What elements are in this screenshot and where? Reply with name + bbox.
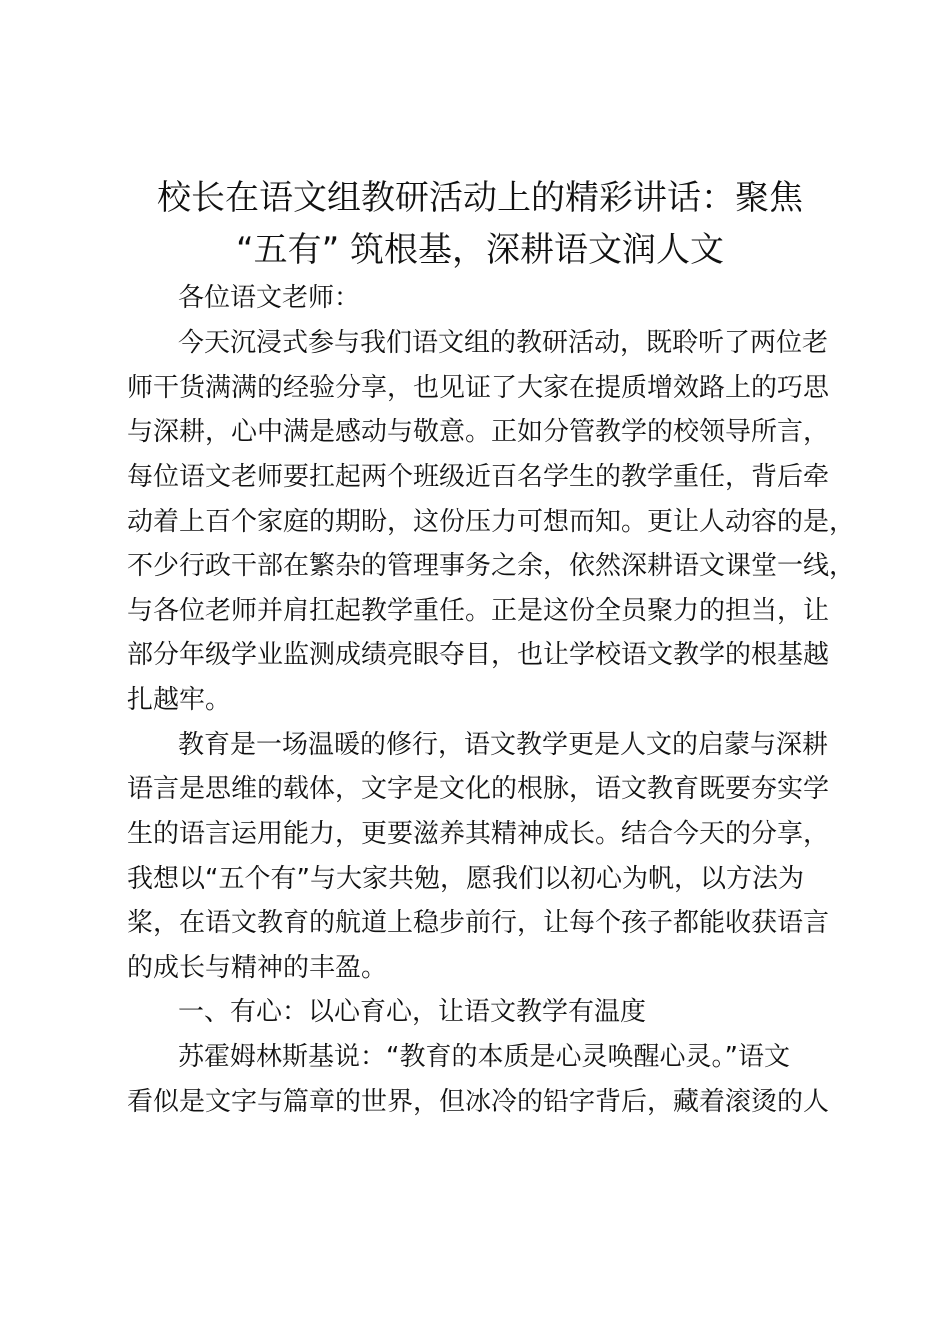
paragraph-line: 与深耕，心中满是感动与敬意。正如分管教学的校领导所言， (127, 417, 830, 447)
paragraph-line: 我想以“五个有”与大家共勉，愿我们以初心为帆，以方法为 (127, 864, 804, 894)
paragraph-line: 每位语文老师要扛起两个班级近百名学生的教学重任，背后牵 (127, 462, 830, 492)
paragraph-line: 今天沉浸式参与我们语文组的教研活动，既聆听了两位老 (178, 328, 829, 358)
paragraph-line: 动着上百个家庭的期盼，这份压力可想而知。更让人动容的是， (127, 507, 856, 537)
paragraph-line: 桨，在语文教育的航道上稳步前行，让每个孩子都能收获语言 (127, 908, 830, 938)
paragraph-line: 扎越牢。 (127, 685, 232, 715)
paragraph-line: 与各位老师并肩扛起教学重任。正是这份全员聚力的担当，让 (127, 596, 830, 626)
paragraph-line: 生的语言运用能力，更要滋养其精神成长。结合今天的分享， (127, 819, 830, 849)
paragraph-line: 看似是文字与篇章的世界，但冰冷的铅字背后，藏着滚烫的人 (127, 1087, 830, 1117)
paragraph-line: 不少行政干部在繁杂的管理事务之余，依然深耕语文课堂一线， (127, 551, 856, 581)
paragraph-line: 语言是思维的载体，文字是文化的根脉，语文教育既要夯实学 (127, 774, 830, 804)
salutation: 各位语文老师： (178, 283, 361, 313)
document-title-line-2: “五有” 筑根基，深耕语文润人文 (235, 230, 725, 270)
paragraph-line: 苏霍姆林斯基说：“教育的本质是心灵唤醒心灵。”语文 (178, 1042, 790, 1072)
paragraph-line: 教育是一场温暖的修行，语文教学更是人文的启蒙与深耕 (178, 730, 829, 760)
document-title-line-1: 校长在语文组教研活动上的精彩讲话：聚焦 (157, 178, 803, 218)
section-heading: 一、有心：以心育心，让语文教学有温度 (178, 997, 647, 1027)
paragraph-line: 的成长与精神的丰盈。 (127, 953, 388, 983)
paragraph-line: 师干货满满的经验分享，也见证了大家在提质增效路上的巧思 (127, 373, 830, 403)
paragraph-line: 部分年级学业监测成绩亮眼夺目，也让学校语文教学的根基越 (127, 640, 830, 670)
